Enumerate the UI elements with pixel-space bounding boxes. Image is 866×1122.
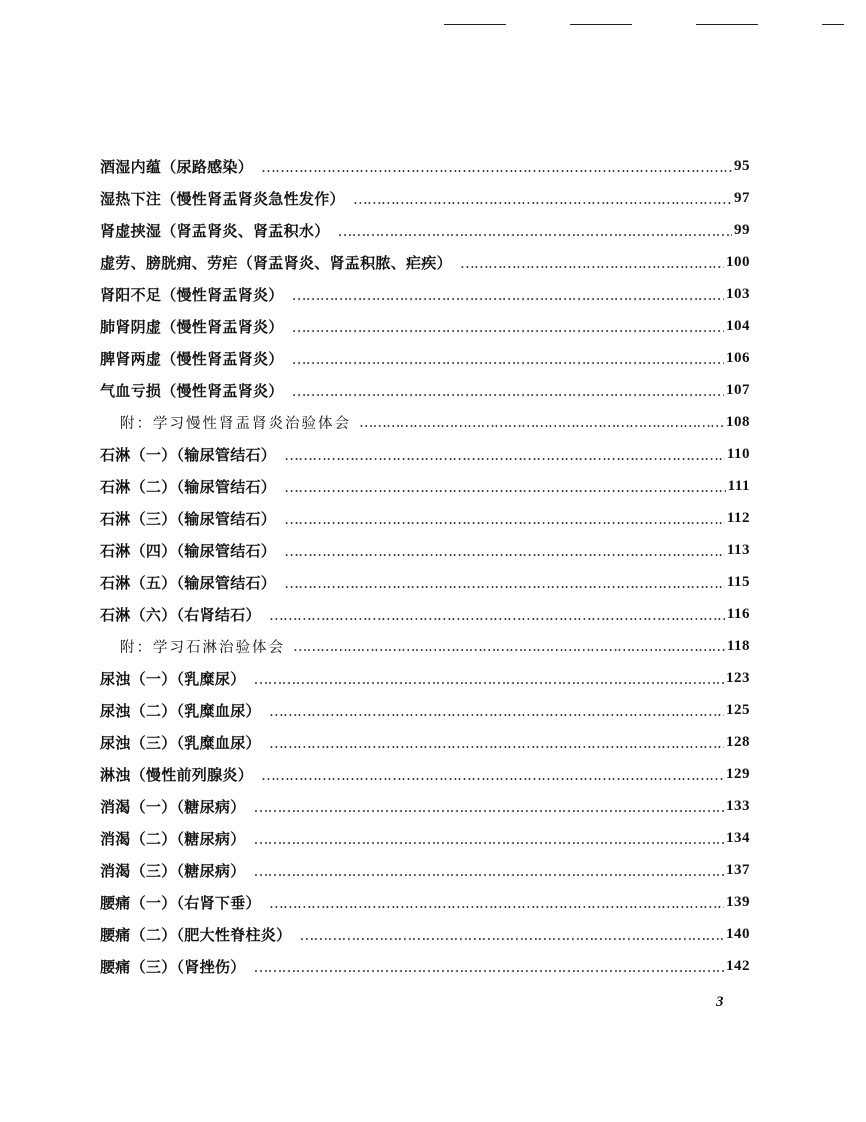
dot-leader	[254, 862, 724, 880]
dot-leader	[261, 158, 732, 176]
dot-leader	[292, 382, 724, 400]
toc-entry	[100, 374, 750, 406]
toc-entry-title: 石淋（三）（输尿管结石）	[100, 509, 277, 528]
toc-note-entry	[100, 406, 750, 438]
top-rule-3	[696, 24, 758, 25]
top-rule-2	[570, 24, 632, 25]
dot-leader	[284, 478, 726, 496]
dot-leader	[254, 798, 724, 816]
dot-leader	[261, 766, 724, 784]
toc-entry	[100, 534, 750, 566]
toc-entry-title: 肾虚挟湿（肾盂肾炎、肾盂积水）	[100, 221, 330, 240]
toc-entry	[100, 854, 750, 886]
dot-leader	[254, 958, 724, 976]
toc-entry	[100, 278, 750, 310]
toc-entry-page: 100	[726, 253, 750, 270]
toc-entry-title: 肺肾阴虚（慢性肾盂肾炎）	[100, 317, 284, 336]
toc-entry-title: 淋浊（慢性前列腺炎）	[100, 765, 254, 784]
toc-entry-page: 103	[726, 285, 750, 302]
toc-entry-title: 石淋（二）（输尿管结石）	[100, 477, 277, 496]
dot-leader	[284, 542, 725, 560]
dot-leader	[460, 254, 724, 272]
toc-entry-title: 脾肾两虚（慢性肾盂肾炎）	[100, 349, 284, 368]
toc-entry-title: 腰痛（二）（肥大性脊柱炎）	[100, 925, 292, 944]
dot-leader	[269, 734, 724, 752]
dot-leader	[338, 222, 732, 240]
toc-entry-title: 附：学习石淋治验体会	[120, 639, 285, 656]
toc-entry-page: 137	[726, 861, 750, 878]
toc-entry	[100, 598, 750, 630]
toc-entry-title: 消渴（一）（糖尿病）	[100, 797, 246, 816]
dot-leader	[353, 190, 732, 208]
toc-entry-page: 125	[726, 701, 750, 718]
toc-entry-title: 湿热下注（慢性肾盂肾炎急性发作）	[100, 189, 345, 208]
toc-entry-page: 140	[726, 925, 750, 942]
toc-entry-page: 104	[726, 317, 750, 334]
toc-entry-page: 129	[726, 765, 750, 782]
toc-entry-title: 附：学习慢性肾盂肾炎治验体会	[120, 415, 351, 432]
toc-entry-title: 石淋（四）（输尿管结石）	[100, 541, 277, 560]
toc-entry	[100, 886, 750, 918]
dot-leader	[284, 446, 725, 464]
toc-entry	[100, 310, 750, 342]
toc-entry-title: 消渴（三）（糖尿病）	[100, 861, 246, 880]
toc-entry	[100, 438, 750, 470]
toc-entry-title: 尿浊（三）（乳糜血尿）	[100, 733, 261, 752]
toc-note-entry	[100, 630, 750, 662]
toc-entry-title: 气血亏损（慢性肾盂肾炎）	[100, 381, 284, 400]
toc-entry-title: 腰痛（三）（肾挫伤）	[100, 957, 246, 976]
toc-entry	[100, 342, 750, 374]
toc-entry-page: 110	[726, 445, 750, 462]
dot-leader	[293, 639, 725, 655]
toc-entry-page: 128	[726, 733, 750, 750]
toc-entry-title: 尿浊（二）（乳糜血尿）	[100, 701, 261, 720]
toc-entry	[100, 662, 750, 694]
top-rule-1	[444, 24, 506, 25]
toc-entry-page: 133	[726, 797, 750, 814]
dot-leader	[292, 318, 724, 336]
toc-entry	[100, 790, 750, 822]
toc-entry-title: 消渴（二）（糖尿病）	[100, 829, 246, 848]
dot-leader	[269, 606, 725, 624]
toc-entry-page: 95	[734, 157, 750, 174]
page-number: 3	[716, 994, 724, 1010]
toc-entry-page: 139	[726, 893, 750, 910]
toc-entry-title: 肾阳不足（慢性肾盂肾炎）	[100, 285, 284, 304]
toc-entry-title: 虚劳、膀胱痈、劳疟（肾盂肾炎、肾盂积脓、疟疾）	[100, 253, 452, 272]
toc-entry	[100, 726, 750, 758]
toc-entry	[100, 822, 750, 854]
toc-entry-page: 116	[726, 605, 750, 622]
toc-entry	[100, 470, 750, 502]
toc-entry-title: 石淋（一）（输尿管结石）	[100, 445, 277, 464]
toc-entry-page: 118	[726, 637, 750, 654]
toc-entry-page: 123	[726, 669, 750, 686]
toc-entry-title: 酒湿内蕴（尿路感染）	[100, 157, 254, 176]
toc-entry	[100, 694, 750, 726]
toc-entry	[100, 214, 750, 246]
toc-entry-page: 115	[726, 573, 750, 590]
dot-leader	[299, 926, 724, 944]
toc-entry-page: 111	[727, 477, 750, 494]
toc-entry-page: 108	[726, 413, 750, 430]
toc-entry-title: 石淋（五）（输尿管结石）	[100, 573, 277, 592]
top-rule-4	[822, 24, 844, 25]
toc-entry	[100, 918, 750, 950]
toc-entry	[100, 758, 750, 790]
toc-entry-title: 石淋（六）（右肾结石）	[100, 605, 261, 624]
toc-entry-page: 99	[734, 221, 750, 238]
toc-entry-page: 107	[726, 381, 750, 398]
toc-entry	[100, 950, 750, 982]
toc-entry	[100, 182, 750, 214]
dot-leader	[254, 670, 724, 688]
toc-entry-page: 134	[726, 829, 750, 846]
dot-leader	[284, 510, 725, 528]
toc-entry-page: 97	[734, 189, 750, 206]
toc-entry	[100, 150, 750, 182]
dot-leader	[359, 415, 724, 431]
table-of-contents	[100, 150, 750, 982]
toc-entry-title: 尿浊（一）（乳糜尿）	[100, 669, 246, 688]
toc-entry-page: 142	[726, 957, 750, 974]
toc-entry-title: 腰痛（一）（右肾下垂）	[100, 893, 261, 912]
toc-entry	[100, 566, 750, 598]
dot-leader	[269, 894, 724, 912]
toc-entry	[100, 246, 750, 278]
dot-leader	[292, 350, 724, 368]
dot-leader	[269, 702, 724, 720]
toc-entry-page: 112	[726, 509, 750, 526]
toc-entry-page: 106	[726, 349, 750, 366]
toc-entry	[100, 502, 750, 534]
dot-leader	[254, 830, 724, 848]
dot-leader	[292, 286, 724, 304]
toc-entry-page: 113	[726, 541, 750, 558]
dot-leader	[284, 574, 725, 592]
